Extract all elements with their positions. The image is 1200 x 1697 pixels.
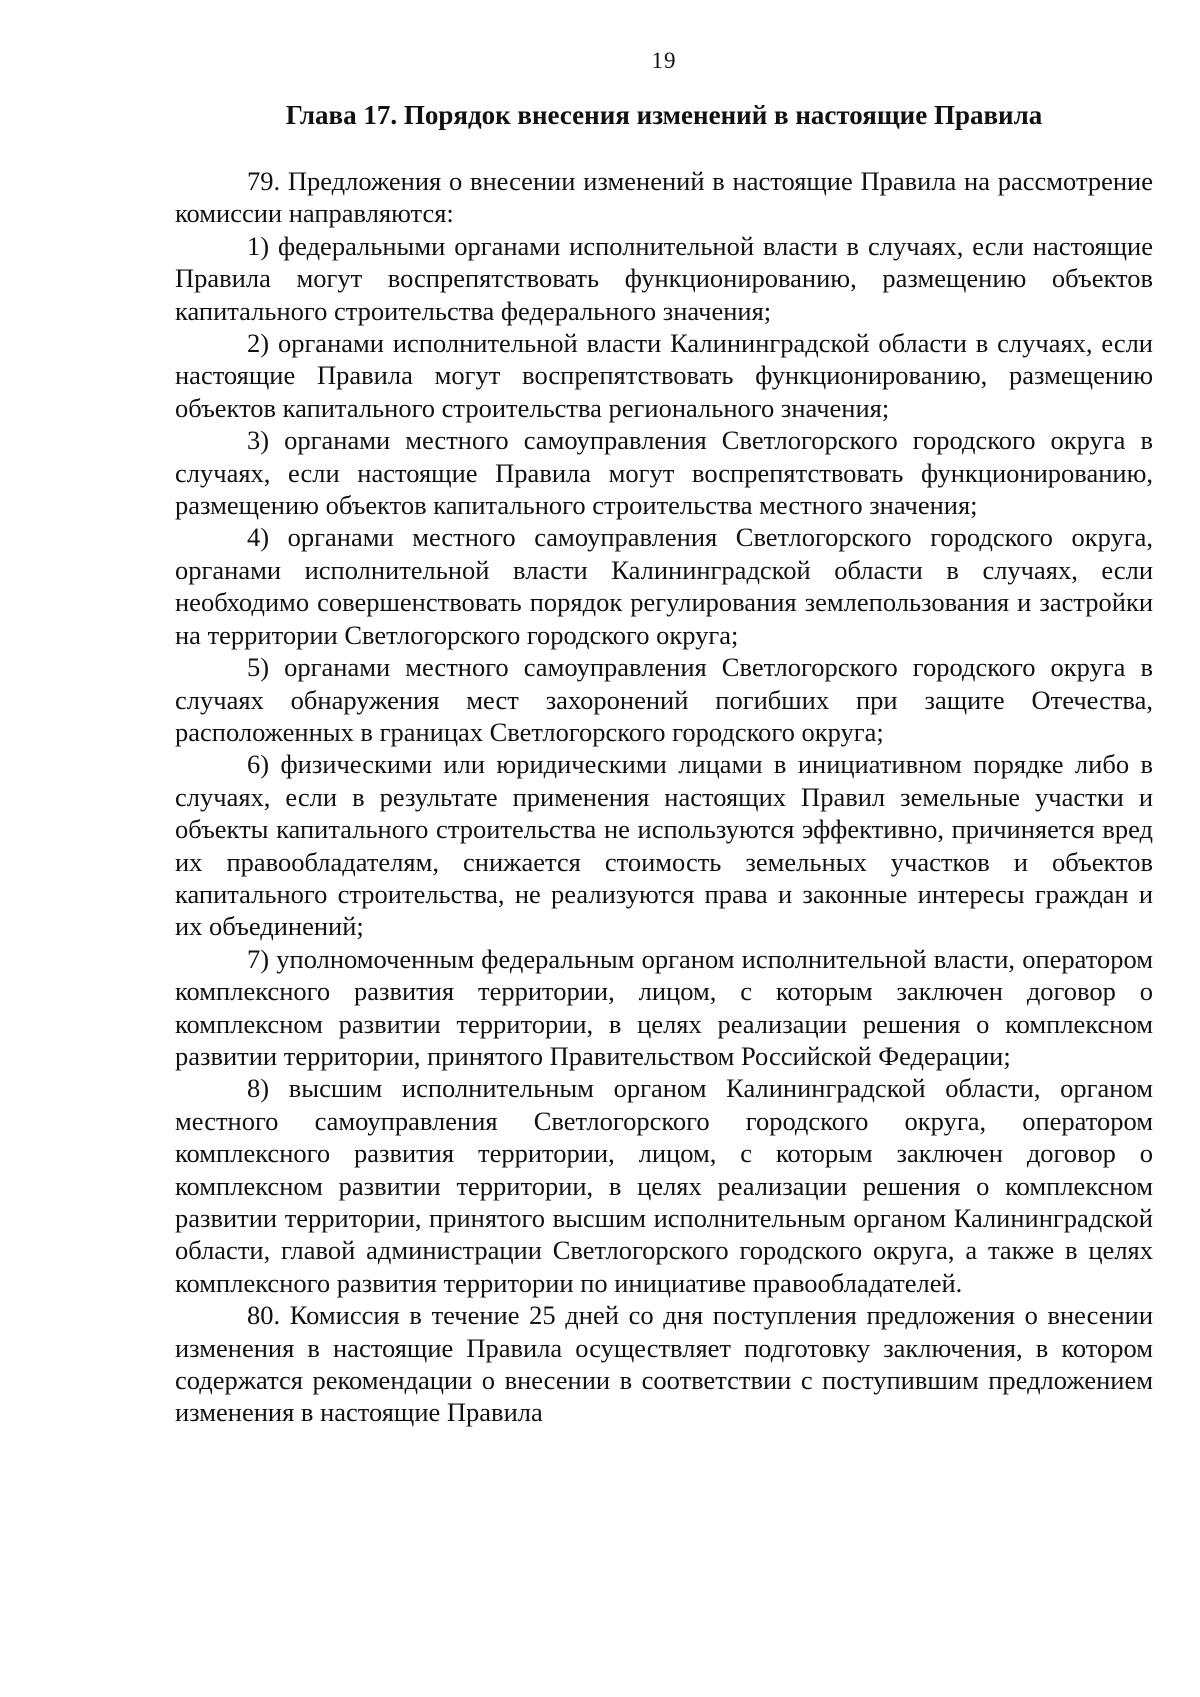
paragraph-79-item-3: 3) органами местного самоуправления Светлогорского городского округа в случаях, если настоящие Правила могут воспрепятствовать функционированию, размещению объектов капитального строительства местного значения;: [175, 425, 1153, 521]
document-page: [175, 48, 1153, 1429]
paragraph-79-item-5: 5) органами местного самоуправления Светлогорского городского округа в случаях обнаружения мест захоронений погибших при защите Отечества, расположенных в границах Светлогорского городского округа;: [175, 652, 1153, 747]
paragraph-79-item-1: 1) федеральными органами исполнительной власти в случаях, если настоящие Правила могут воспрепятствовать функционированию, размещению объектов капитального строительства федерального значения;: [175, 230, 1153, 326]
chapter-title: Глава 17. Порядок внесения изменений в настоящие Правила: [285, 100, 1043, 130]
paragraph-79-item-4: 4) органами местного самоуправления Светлогорского городского округа, органами исполнительной власти Калининградской области в случаях, если необходимо совершенствовать порядок регулирования землепользования и застройки на территории Светлогорского городского округа;: [175, 522, 1153, 650]
page-number: 19: [651, 48, 677, 73]
paragraph-80: 80. Комиссия в течение 25 дней со дня поступления предложения о внесении изменения в настоящие Правила осуществляет подготовку заключения, в котором содержатся рекомендации о внесении в соответствии с поступившим предложением изменения в настоящие Правила: [175, 1300, 1153, 1428]
document-body: [175, 165, 1153, 1429]
paragraph-79-item-2: 2) органами исполнительной власти Калининградской области в случаях, если настоящие Правила могут воспрепятствовать функционированию, размещению объектов капитального строительства регионального значения;: [175, 328, 1153, 423]
paragraph-79: 79. Предложения о внесении изменений в настоящие Правила на рассмотрение комиссии направляются:: [175, 166, 1153, 229]
paragraph-79-item-8: 8) высшим исполнительным органом Калининградской области, органом местного самоуправления Светлогорского городского округа, оператором комплексного развития территории, лицом, с которым заключен договор о комплексном развитии территории, в целях реализации решения о комплексном развитии территории, принятого высшим исполнительным органом Калининградской области, главой администрации Светлогорского городского округа, а также в целях комплексного развития территории по инициативе правообладателей.: [175, 1073, 1153, 1298]
paragraph-79-item-7: 7) уполномоченным федеральным органом исполнительной власти, оператором комплексного развития территории, лицом, с которым заключен договор о комплексном развитии территории, в целях реализации решения о комплексном развитии территории, принятого Правительством Российской Федерации;: [175, 943, 1153, 1071]
paragraph-79-item-6: 6) физическими или юридическими лицами в инициативном порядке либо в случаях, если в результате применения настоящих Правил земельные участки и объекты капитального строительства не используются эффективно, причиняется вред их правообладателям, снижается стоимость земельных участков и объектов капитального строительства, не реализуются права и законные интересы граждан и их объединений;: [175, 749, 1153, 942]
